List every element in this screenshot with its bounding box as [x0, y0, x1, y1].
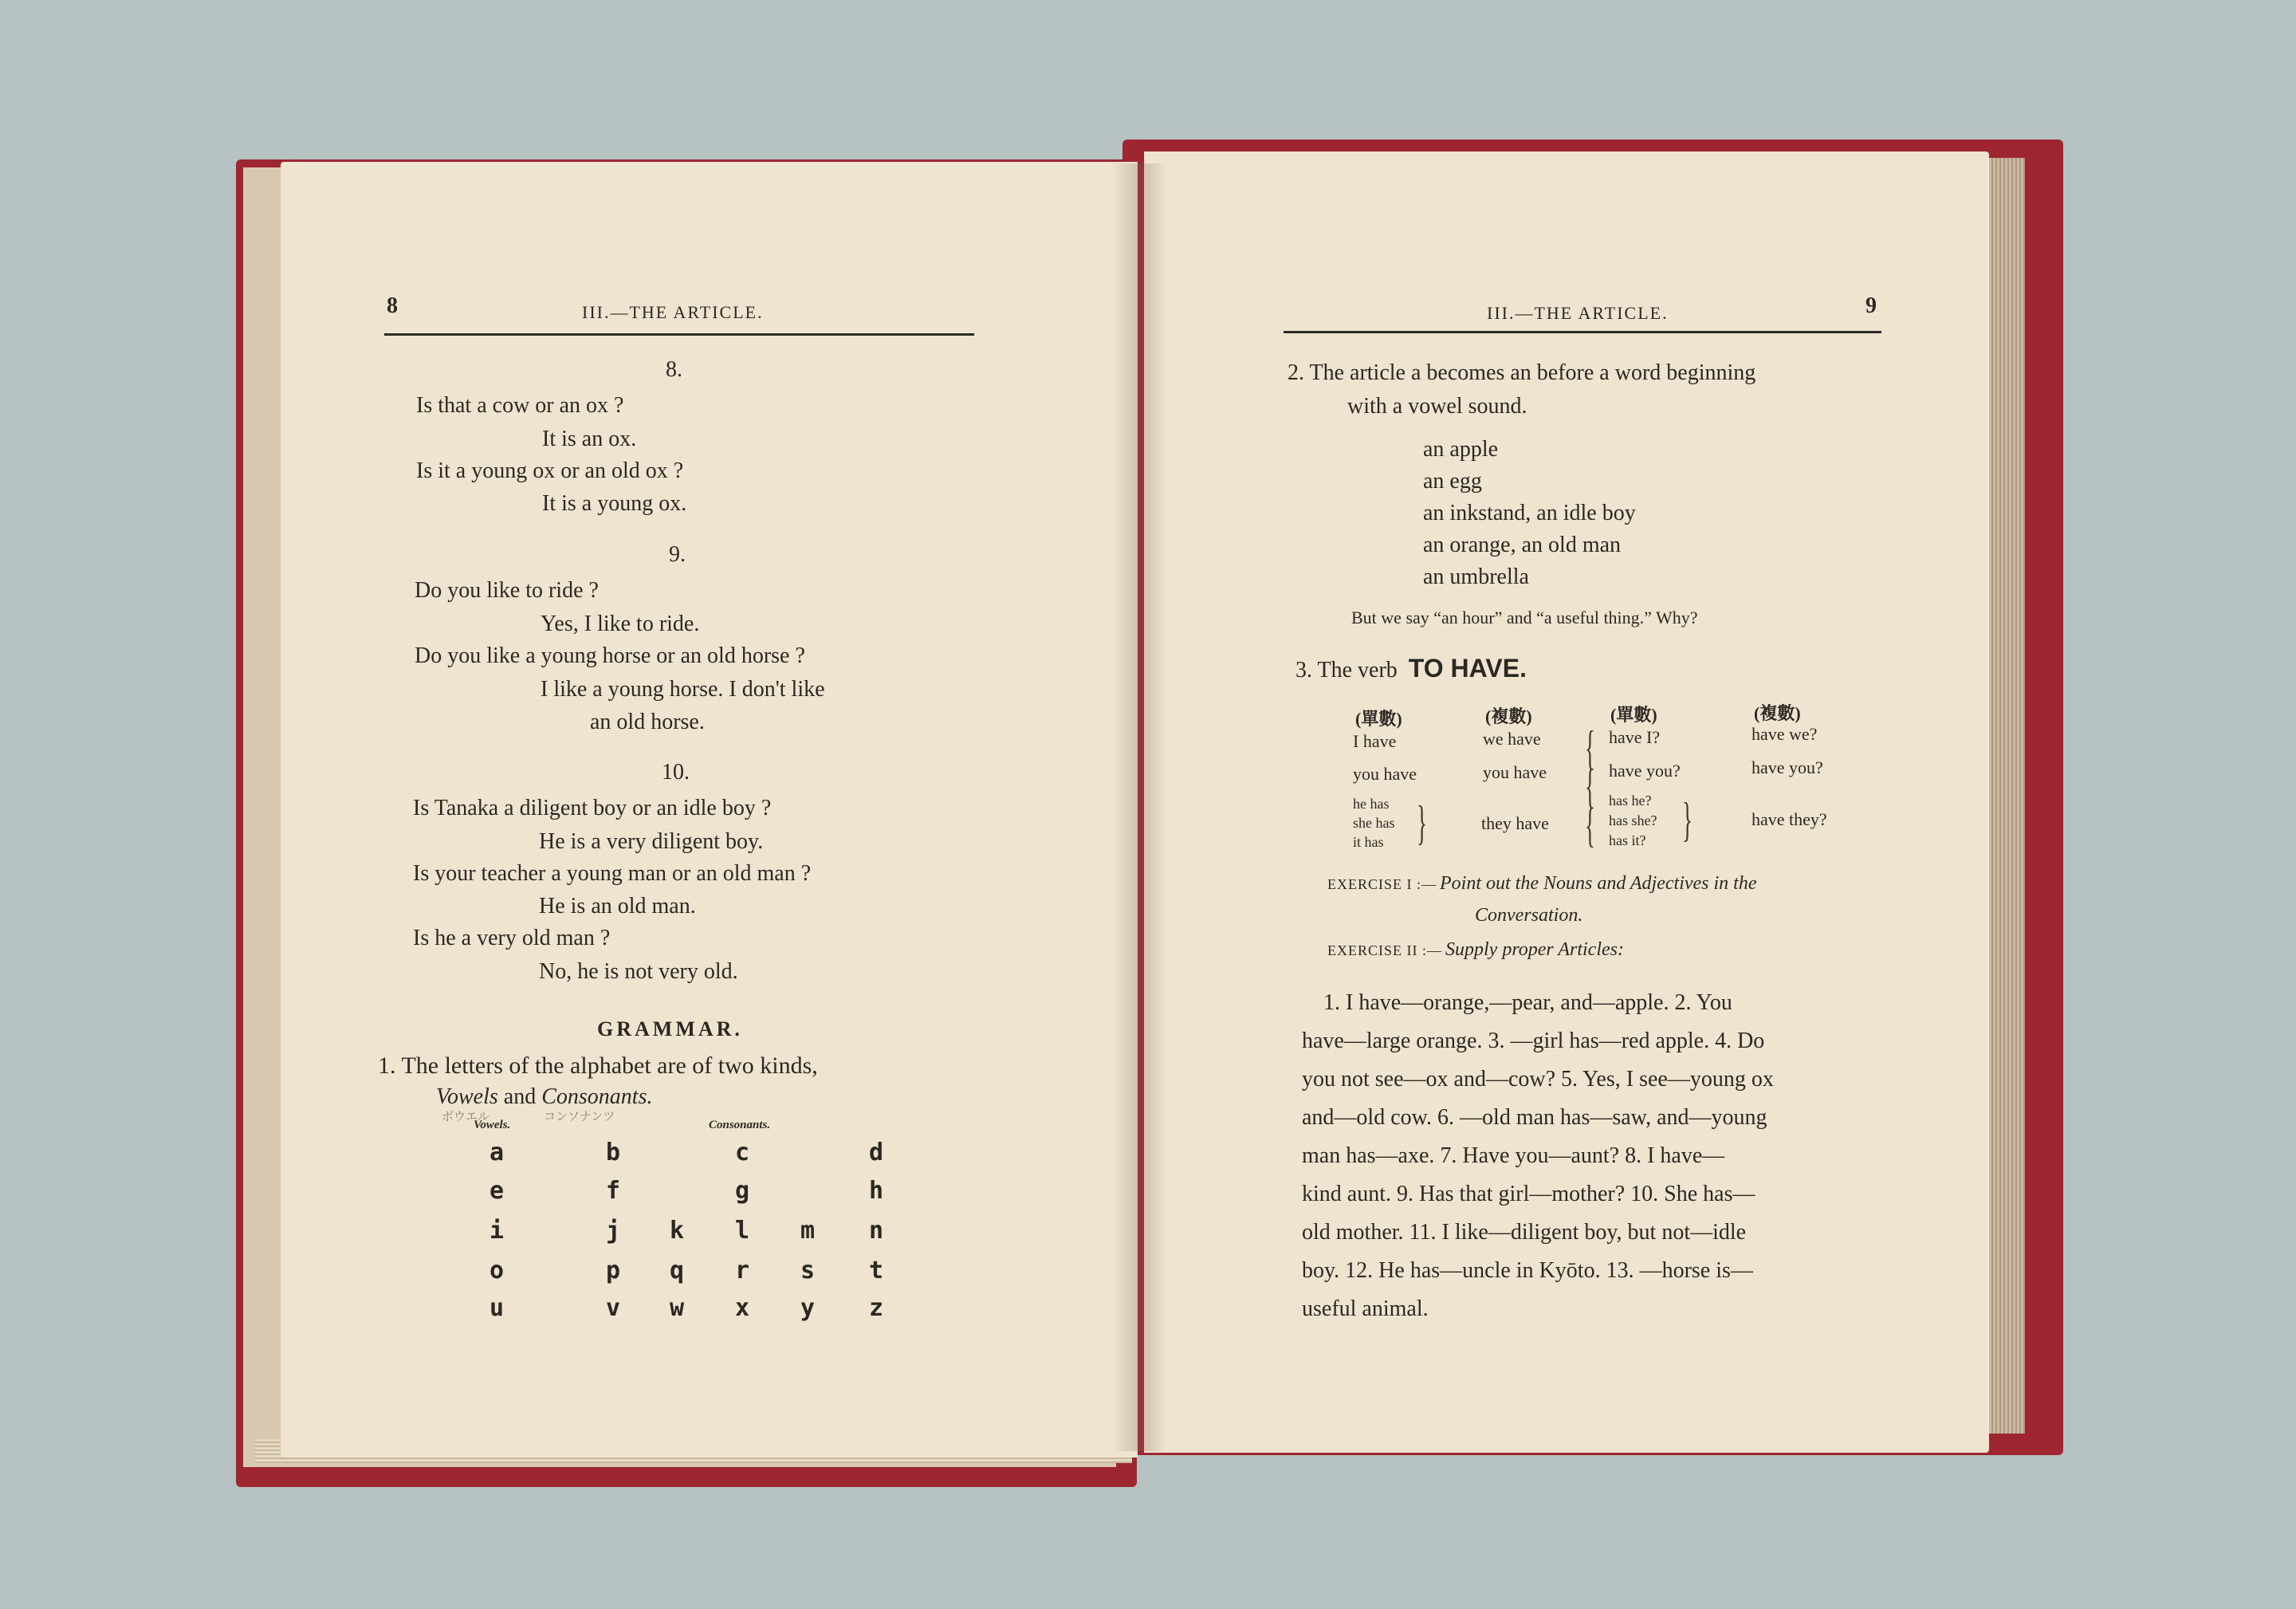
exercise-line: boy. 12. He has—uncle in Kyōto. 13. —horse is—	[1302, 1258, 1753, 1283]
book-gutter	[1112, 163, 1168, 1451]
answer-line: Yes, I like to ride.	[541, 612, 700, 636]
consonants-label: Consonants.	[709, 1119, 771, 1131]
section-number: 10.	[662, 760, 690, 785]
answer-line: It is a young ox.	[542, 491, 687, 516]
consonant-letter: t	[869, 1257, 884, 1284]
grammar-item-1-cont	[436, 1084, 652, 1110]
page-number: 8	[387, 293, 398, 318]
consonant-letter: r	[735, 1257, 750, 1284]
header-rule	[1284, 331, 1881, 333]
verb-form: have you?	[1609, 761, 1681, 781]
running-header: III.—THE ARTICLE.	[1487, 303, 1669, 323]
verb-form: we have	[1483, 729, 1541, 749]
consonant-letter: v	[606, 1294, 621, 1322]
consonant-letter: s	[800, 1257, 816, 1284]
consonant-letter: l	[735, 1217, 750, 1245]
vowel-letter: u	[489, 1294, 505, 1322]
exercise-2	[1327, 939, 1624, 961]
term-vowels: Vowels	[436, 1084, 498, 1109]
consonant-letter: z	[869, 1294, 884, 1322]
question-line: Is he a very old man ?	[413, 926, 611, 950]
verb-form: have I?	[1609, 727, 1661, 747]
exercise-2-text: Supply proper Articles:	[1445, 939, 1624, 960]
exercise-line: old mother. 11. I like—diligent boy, but not—idle	[1302, 1220, 1747, 1245]
question-line: Is your teacher a young man or an old man ?	[413, 861, 812, 886]
bracket: }	[1682, 793, 1693, 846]
consonant-letter: j	[606, 1217, 621, 1245]
verb-form: she has	[1353, 815, 1395, 831]
bracket: {	[1585, 760, 1595, 812]
furigana-annotation: ボウエル	[442, 1111, 490, 1123]
table-header: (複數)	[1754, 703, 1801, 723]
question-line: Is Tanaka a diligent boy or an idle boy ?	[413, 796, 772, 820]
vowel-letter: o	[489, 1257, 505, 1284]
verb-form: you have	[1353, 764, 1417, 784]
example-line: an orange, an old man	[1423, 533, 1622, 557]
exercise-line: you not see—ox and—cow? 5. Yes, I see—young ox	[1302, 1067, 1774, 1092]
consonant-letter: f	[606, 1177, 621, 1205]
verb-form: has it?	[1609, 832, 1646, 848]
example-line: an apple	[1423, 437, 1499, 462]
consonant-letter: k	[670, 1217, 685, 1245]
consonant-letter: w	[670, 1294, 685, 1322]
table-header: (單數)	[1355, 709, 1402, 729]
question-line: Is that a cow or an ox ?	[416, 393, 624, 418]
bracket: }	[1417, 797, 1427, 849]
exercise-2-label: EXERCISE II :—	[1327, 942, 1442, 958]
example-line: an umbrella	[1423, 565, 1529, 589]
exercise-line: and—old cow. 6. —old man has—saw, and—young	[1302, 1105, 1767, 1130]
grammar-item-1: 1. The letters of the alphabet are of two kinds,	[378, 1052, 818, 1079]
vowels-label: Vowels.	[474, 1119, 511, 1131]
verb-form: they have	[1481, 813, 1549, 833]
bracket: {	[1585, 799, 1595, 852]
verb-form: has she?	[1609, 812, 1657, 828]
answer-line: an old horse.	[590, 710, 705, 734]
exercise-line: 1. I have—orange,—pear, and—apple. 2. You	[1323, 990, 1732, 1015]
vowel-letter: i	[489, 1217, 505, 1245]
consonant-letter: g	[735, 1177, 750, 1205]
item-3-prefix: 3. The verb	[1295, 658, 1398, 683]
answer-line: I like a young horse. I don't like	[541, 677, 825, 702]
verb-form: has he?	[1609, 793, 1652, 808]
exercise-1	[1327, 873, 1757, 895]
vowel-letter: a	[489, 1139, 505, 1166]
usage-note: But we say “an hour” and “a useful thing.” Why?	[1351, 608, 1698, 627]
table-header: (複數)	[1485, 706, 1532, 726]
question-line: Is it a young ox or an old ox ?	[416, 458, 684, 483]
item-3-title: TO HAVE.	[1408, 654, 1527, 683]
exercise-line: man has—axe. 7. Have you—aunt? 8. I have—	[1302, 1143, 1725, 1168]
answer-line: He is a very diligent boy.	[539, 829, 764, 854]
grammar-item-2-cont: with a vowel sound.	[1347, 394, 1527, 419]
verb-form: it has	[1353, 834, 1384, 850]
verb-form: he has	[1353, 796, 1390, 812]
item-2-text: 2. The article a becomes an before a word beginning	[1288, 360, 1756, 385]
grammar-item-3	[1295, 654, 1527, 683]
page-number: 9	[1866, 293, 1877, 318]
consonant-letter: p	[606, 1257, 621, 1284]
answer-line: No, he is not very old.	[539, 959, 738, 984]
consonant-letter: b	[606, 1139, 621, 1166]
consonant-letter: c	[735, 1139, 750, 1166]
exercise-line: kind aunt. 9. Has that girl—mother? 10. She has—	[1302, 1182, 1755, 1206]
section-number: 8.	[666, 357, 682, 382]
conjunction: and	[503, 1084, 537, 1109]
answer-line: He is an old man.	[539, 894, 696, 919]
exercise-1-text: Point out the Nouns and Adjectives in the	[1440, 873, 1757, 894]
verb-form: I have	[1353, 731, 1397, 751]
answer-line: It is an ox.	[542, 427, 637, 451]
left-page	[281, 162, 1138, 1458]
running-header: III.—THE ARTICLE.	[582, 302, 764, 322]
verb-form: have you?	[1751, 757, 1823, 777]
consonant-letter: d	[869, 1139, 884, 1166]
section-number: 9.	[669, 542, 686, 567]
exercise-line: have—large orange. 3. —girl has—red apple. 4. Do	[1302, 1029, 1765, 1053]
example-line: an inkstand, an idle boy	[1423, 501, 1636, 525]
consonant-letter: m	[800, 1217, 816, 1245]
consonant-letter: x	[735, 1294, 750, 1322]
furigana-annotation: コンソナンツ	[544, 1111, 615, 1123]
consonant-letter: h	[869, 1177, 884, 1205]
exercise-1-label: EXERCISE I :—	[1327, 876, 1437, 892]
question-line: Do you like to ride ?	[415, 578, 599, 603]
header-rule	[384, 333, 974, 336]
verb-form: have they?	[1751, 809, 1827, 829]
verb-form: have we?	[1751, 724, 1818, 744]
grammar-item-2	[1288, 360, 1755, 386]
exercise-1-cont: Conversation.	[1475, 905, 1583, 926]
consonant-letter: q	[670, 1257, 685, 1284]
vowel-letter: e	[489, 1177, 505, 1205]
consonant-letter: y	[800, 1294, 816, 1322]
verb-form: you have	[1483, 762, 1547, 782]
table-header: (單數)	[1610, 705, 1657, 725]
exercise-line: useful animal.	[1302, 1296, 1429, 1321]
bracket: {	[1585, 722, 1595, 774]
grammar-heading: GRAMMAR.	[597, 1017, 743, 1041]
question-line: Do you like a young horse or an old horse ?	[415, 643, 805, 668]
term-consonants: Consonants.	[541, 1084, 653, 1109]
right-page	[1144, 151, 1989, 1453]
consonant-letter: n	[869, 1217, 884, 1245]
example-line: an egg	[1423, 469, 1482, 494]
